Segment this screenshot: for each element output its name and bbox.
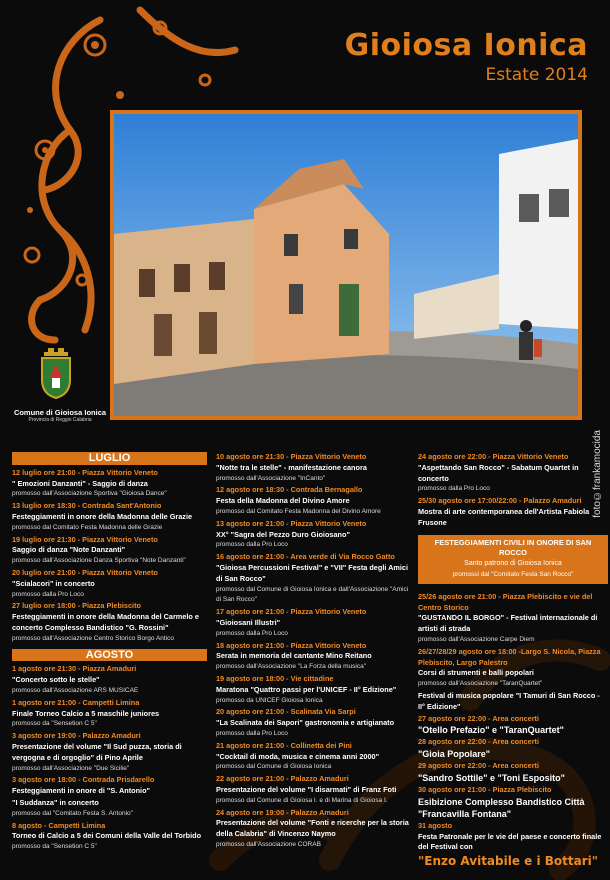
event-date: 20 agosto ore 21:00 - Scalinata Via Sarpi [216, 707, 356, 717]
event-item [216, 774, 412, 806]
event-promoter: promosso dalla Pro Loco [418, 485, 490, 493]
coat-of-arms-icon [38, 348, 74, 400]
event-promoter: promosso dall'Associazione "InCanto" [216, 474, 326, 482]
event-date: 29 agosto ore 22:00 - Area concerti [418, 761, 539, 771]
event-title: Presentazione del volume "I disarmati" di Franz Foti [216, 784, 397, 794]
event-promoter: promosso dal Comune di Gioiosa Ionica [216, 763, 332, 771]
event-promoter: promosso dal "Comitato Festa S. Antonio" [12, 809, 133, 817]
event-title: Finale Torneo Calcio a 5 maschile juniores [12, 708, 160, 718]
luglio-events [12, 468, 207, 645]
event-item [418, 496, 608, 528]
event-item [418, 714, 608, 737]
event-item [12, 775, 207, 797]
late-agosto-events [418, 452, 608, 529]
event-item [216, 452, 412, 484]
photo-credit: foto©frankamocida [592, 430, 603, 518]
event-date: 3 agosto ore 18:00 - Contrada Prisdarello [12, 775, 155, 785]
event-title: "Otello Prefazio" e "TaranQuartet" [418, 725, 564, 736]
column-san-rocco [418, 452, 608, 867]
event-item [216, 674, 412, 706]
event-title: XX° "Sagra del Pezzo Duro Gioiosano" [216, 529, 350, 539]
event-date: 10 agosto ore 21:30 - Piazza Vittorio Veneto [216, 452, 367, 461]
event-item [216, 519, 412, 551]
event-promoter: promosso dall'Associazione Sportiva "Gioiosa Dance" [12, 490, 167, 498]
event-item [418, 761, 608, 784]
event-date: 27 luglio ore 18:00 - Piazza Plebiscito [12, 601, 141, 611]
church-photo-illustration [114, 114, 578, 416]
event-title: "Gioiosani Illustri" [216, 617, 281, 627]
san-rocco-events [418, 592, 608, 853]
event-promoter: promosso dal Comitato Festa Madonna delle Grazie [12, 523, 163, 531]
event-title: Serata in memoria del cantante Mino Reitano [216, 651, 372, 661]
event-item [216, 485, 412, 517]
event-title: "Gioia Popolare" [418, 749, 491, 760]
event-title: "Gioiosa Percussioni Festival" e "VII" Festa degli Amici di San Rocco" [216, 562, 408, 583]
event-promoter: promosso dal Comune di Gioiosa Ionica e dall'Associazione "Amici di San Rocco" [216, 585, 409, 604]
event-promoter: promosso dall'Associazione Carpe Diem [418, 635, 535, 643]
event-item [216, 552, 412, 606]
event-date: 24 agosto ore 19:00 - Palazzo Amaduri [216, 807, 349, 817]
event-item [12, 698, 207, 730]
event-title: "Sandro Sottile" e "Toni Esposito" [418, 772, 565, 783]
event-title: Maratona "Quattro passi per l'UNICEF - II° Edizione" [216, 684, 397, 694]
event-promoter: promosso dalla Pro Loco [216, 629, 288, 637]
event-date: 27 agosto ore 22:00 - Area concerti [418, 713, 539, 723]
event-promoter: promosso dall'Associazione "Due Sicilie" [12, 764, 130, 772]
event-date: 16 agosto ore 21:00 - Area verde di Via Rocco Gatto [216, 552, 395, 562]
event-date: 8 agosto - Campetti Limina [12, 820, 106, 830]
event-promoter: promosso dal Comitato Festa Madonna del Divino Amore [216, 507, 381, 515]
event-title: Torneo di Calcio a 5 dei Comuni della Valle del Torbido [12, 831, 202, 841]
column-mid-agosto [216, 452, 412, 852]
event-promoter: promosso dalla Pro Loco [216, 729, 288, 737]
event-date: 25/26 agosto ore 21:00 - Piazza Plebiscito e vie del Centro Storico [418, 591, 593, 612]
event-promoter: promosso dall'Associazione "TaranQuartet" [418, 680, 543, 688]
comune-name: Comune di Gioiosa Ionica [13, 408, 107, 417]
event-item [12, 821, 207, 853]
event-date: 12 luglio ore 21:00 - Piazza Vittorio Veneto [12, 467, 158, 477]
event-item [418, 592, 608, 646]
event-item [12, 535, 207, 567]
event-title: "Notte tra le stelle" - manifestazione canora [216, 462, 367, 472]
event-date: 13 luglio ore 18:30 - Contrada Sant'Antonio [12, 501, 162, 511]
event-title: Mostra di arte contemporanea dell'Artista Fabiola Frusone [418, 506, 590, 527]
event-date: 21 agosto ore 21:00 - Collinetta dei Pini [216, 740, 352, 750]
event-promoter: promosso dall'Associazione ARS MUSICAE [12, 686, 139, 694]
event-date: 30 agosto ore 21:00 - Piazza Plebiscito [418, 784, 552, 794]
event-item [418, 452, 608, 495]
event-item [12, 664, 207, 696]
event-date: 17 agosto ore 21:00 - Piazza Vittorio Veneto [216, 607, 367, 617]
san-rocco-subtitle: Santo patrono di Gioiosa Ionica [464, 560, 562, 568]
event-item [12, 731, 207, 774]
event-promoter: promosso dall'Associazione Centro Storico Borgo Antico [12, 634, 175, 642]
event-item [418, 821, 608, 853]
event-title: Festeggiamenti in onore della Madonna del Carmelo e concerto Complesso Bandistico "G. Rossini" [12, 612, 199, 632]
event-item [418, 691, 608, 713]
event-item [216, 707, 412, 739]
event-title: Presentazione del volume "Il Sud puzza, storia di vergogna e di orgoglio" di Pino Aprile [12, 741, 182, 762]
event-title: "Scialacori" in concerto [12, 578, 95, 588]
event-item [216, 641, 412, 673]
event-date: 20 luglio ore 21:00 - Piazza Vittorio Veneto [12, 567, 158, 577]
event-promoter: promosso da UNICEF Gioiosa Ionica [216, 696, 323, 704]
san-rocco-title: FESTEGGIAMENTI CIVILI IN ONORE DI SAN ROCCO [434, 537, 592, 558]
event-promoter: promosso dalla Pro Loco [12, 590, 84, 598]
season-subtitle: Estate 2014 [485, 65, 588, 85]
san-rocco-promoter: promossi dal "Comitato Festa San Rocco" [452, 570, 574, 578]
comune-province: Provincia di Reggio Calabria [28, 417, 92, 423]
luglio-header: LUGLIO [12, 452, 207, 465]
event-title: Corsi di strumenti e balli popolari [418, 668, 534, 678]
event-date: 31 agosto [418, 820, 453, 830]
agosto-events [12, 664, 207, 853]
event-title: "Concerto sotto le stelle" [12, 675, 100, 685]
event-title: Festeggiamenti in onore della Madonna delle Grazie [12, 511, 193, 521]
event-title: Festa della Madonna del Divino Amore [216, 496, 350, 506]
event-item [216, 808, 412, 851]
event-title: Presentazione del volume "Fonti e ricerche per la storia della Calabria" di Vincenzo Naymo [216, 818, 409, 839]
san-rocco-banner [418, 535, 608, 584]
event-title: "Aspettando San Rocco" - Sabatum Quartet in concerto [418, 462, 579, 483]
poster-title [345, 28, 588, 85]
event-date: 25/30 agosto ore 17:00/22:00 - Palazzo Amaduri [418, 496, 582, 506]
event-date: 19 luglio ore 21:30 - Piazza Vittorio Veneto [12, 534, 158, 544]
event-date: 13 agosto ore 21:00 - Piazza Vittorio Veneto [216, 518, 367, 528]
event-promoter: promosso dall'Associazione "La Forza della musica" [216, 663, 367, 671]
event-title: "I Suddanza" in concerto [12, 797, 99, 807]
event-date: 1 agosto ore 21:30 - Piazza Amaduri [12, 664, 137, 674]
event-title: Festival di musica popolare "I Tamuri di San Rocco - II° Edizione" [418, 690, 600, 711]
event-item [12, 468, 207, 500]
event-date: 28 agosto ore 22:00 - Area concerti [418, 737, 539, 747]
event-promoter: promosso da "Sensetion C 5" [12, 720, 97, 728]
event-date: 24 agosto ore 22:00 - Piazza Vittorio Veneto [418, 452, 569, 461]
event-item [418, 737, 608, 760]
event-item [12, 798, 207, 820]
event-date: 22 agosto ore 21:00 - Palazzo Amaduri [216, 774, 349, 784]
event-title: " Emozioni Danzanti" - Saggio di danza [12, 478, 148, 488]
column-luglio-agosto [12, 452, 207, 854]
event-item [12, 568, 207, 600]
final-concert: "Enzo Avitabile e i Bottari" [418, 854, 599, 869]
mid-agosto-events [216, 452, 412, 851]
event-date: 3 agosto ore 19:00 - Palazzo Amaduri [12, 731, 141, 741]
event-item [216, 607, 412, 639]
event-date: 12 agosto ore 18:30 - Contrada Bernagallo [216, 485, 363, 495]
church-photo [110, 110, 582, 420]
event-item [216, 741, 412, 773]
event-title: "GUSTANDO IL BORGO" - Festival internazionale di artisti di strada [418, 613, 598, 634]
event-promoter: promosso dall'Associazione Danza Sportiva "Note Danzanti" [12, 557, 186, 565]
event-date: 19 agosto ore 18:00 - Vie cittadine [216, 673, 334, 683]
event-item [418, 647, 608, 690]
event-promoter: promosso da "Sensetion C 5" [12, 843, 97, 851]
event-promoter: promosso dall'Associazione CORAB [216, 840, 321, 848]
event-title: Saggio di danza "Note Danzanti" [12, 545, 126, 555]
event-date: 1 agosto ore 21:00 - Campetti Limina [12, 697, 140, 707]
event-title: Festa Patronale per le vie del paese e concerto finale del Festival con [418, 831, 602, 852]
event-promoter: promosso dalla Pro Loco [216, 541, 288, 549]
agosto-header: AGOSTO [12, 649, 207, 662]
event-title: Esibizione Complesso Bandistico Città "Francavilla Fontana" [418, 796, 585, 819]
event-date: 26/27/28/29 agosto ore 18:00 -Largo S. Nicola, Piazza Plebiscito, Largo Palestro [418, 646, 601, 667]
event-item [12, 601, 207, 644]
event-date: 18 agosto ore 21:00 - Piazza Vittorio Veneto [216, 640, 367, 650]
event-title: Festeggiamenti in onore di "S. Antonio" [12, 786, 150, 796]
event-title: "Cocktail di moda, musica e cinema anni 2000" [216, 751, 380, 761]
event-item [418, 785, 608, 820]
event-title: "La Scalinata dei Sapori" gastronomia e artigianato [216, 718, 395, 728]
comune-block [10, 408, 110, 423]
town-title: Gioiosa Ionica [344, 28, 588, 63]
event-item [12, 501, 207, 533]
event-promoter: promosso dal Comune di Gioiosa I. e di Marina di Gioiosa I. [216, 796, 388, 804]
